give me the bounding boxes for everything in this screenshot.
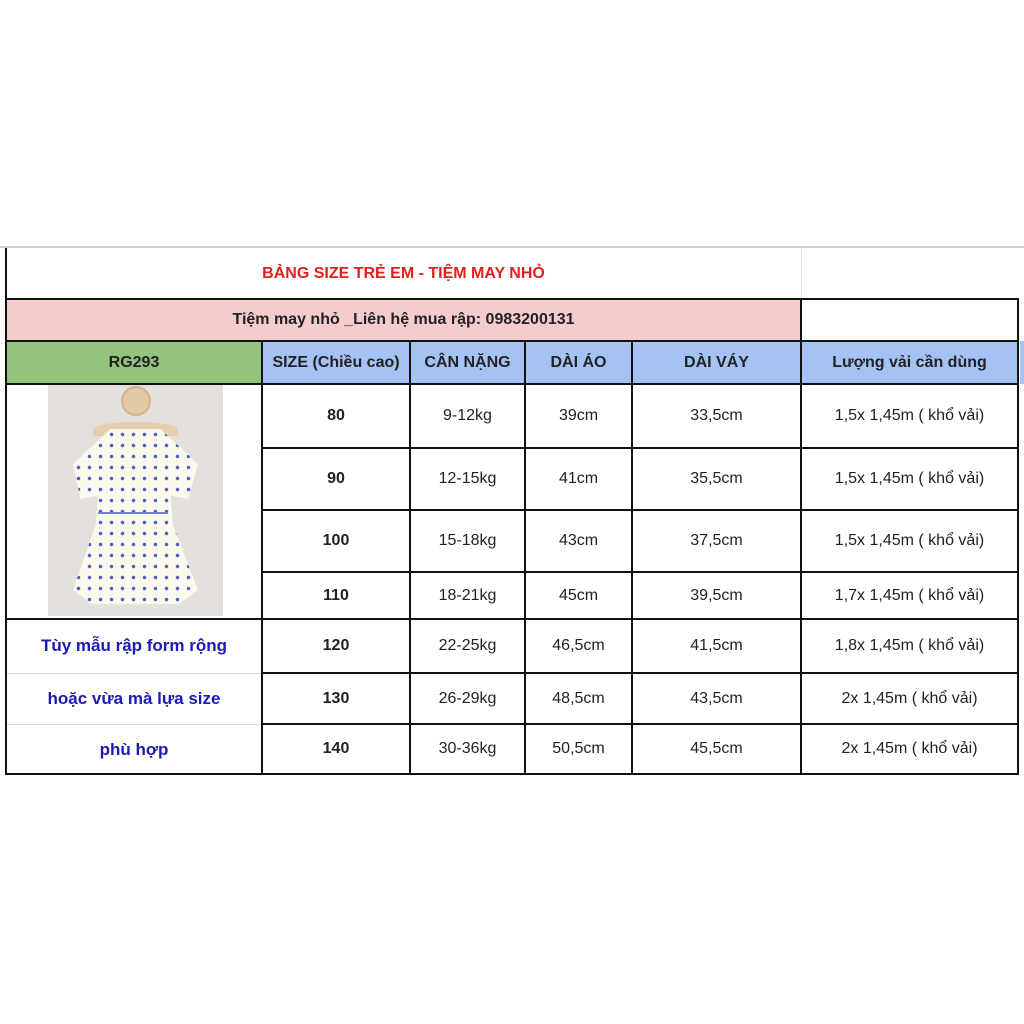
header-fabric: Lượng vải cần dùng xyxy=(801,341,1018,384)
cell-weight: 22-25kg xyxy=(438,637,497,654)
grid-line xyxy=(409,341,411,775)
grid-line xyxy=(6,298,1019,300)
header-skirt-length: DÀI VÁY xyxy=(632,341,801,384)
header-weight: CÂN NẶNG xyxy=(410,341,525,384)
grid-line xyxy=(6,383,1019,385)
cell-fabric: 1,5x 1,45m ( khổ vải) xyxy=(834,532,985,549)
polka-dot-dress xyxy=(73,429,198,604)
grid-line xyxy=(262,723,1019,725)
cell-skirt-length: 45,5cm xyxy=(690,740,743,757)
cell-fabric: 1,5x 1,45m ( khổ vải) xyxy=(834,407,985,424)
note-line-3: phù hợp xyxy=(6,724,262,774)
grid-line xyxy=(262,571,1019,573)
cell-weight: 18-21kg xyxy=(438,586,497,604)
contact-banner: Tiệm may nhỏ _Liên hệ mua rập: 0983200131 xyxy=(6,299,801,341)
cell-top-length: 50,5cm xyxy=(552,740,605,757)
grid-line xyxy=(6,340,1019,342)
grid-line xyxy=(262,672,1019,674)
header-extra xyxy=(1020,341,1024,384)
cell-size: 130 xyxy=(322,689,350,707)
grid-line xyxy=(5,248,7,775)
cell-skirt-length: 43,5cm xyxy=(690,689,743,707)
cell-weight: 12-15kg xyxy=(438,470,497,487)
cell-size: 110 xyxy=(323,586,349,604)
cell-size: 140 xyxy=(322,740,350,757)
header-size: SIZE (Chiều cao) xyxy=(262,341,410,384)
grid-line xyxy=(261,341,263,775)
dress-photo xyxy=(48,384,223,616)
hanger-button xyxy=(121,386,151,416)
cell-top-length: 39cm xyxy=(558,407,599,424)
cell-fabric: 1,5x 1,45m ( khổ vải) xyxy=(834,470,985,487)
cell-skirt-length: 41,5cm xyxy=(690,637,743,654)
grid-line xyxy=(1017,299,1019,775)
cell-top-length: 48,5cm xyxy=(552,689,605,707)
header-top-length: DÀI ÁO xyxy=(525,341,632,384)
cell-size: 90 xyxy=(327,470,345,487)
cell-skirt-length: 35,5cm xyxy=(690,470,743,487)
cell-weight: 30-36kg xyxy=(438,740,497,757)
title-right-cell xyxy=(801,248,1018,299)
header-code: RG293 xyxy=(6,341,262,384)
dress-waistband xyxy=(98,512,168,514)
cell-size: 120 xyxy=(322,637,350,654)
cell-fabric: 1,8x 1,45m ( khổ vải) xyxy=(834,637,985,654)
cell-weight: 26-29kg xyxy=(438,689,497,707)
note-line-2: hoặc vừa mà lựa size xyxy=(6,673,262,724)
cell-top-length: 43cm xyxy=(558,532,599,549)
grid-line xyxy=(800,299,802,775)
cell-top-length: 41cm xyxy=(558,470,599,487)
cell-weight: 9-12kg xyxy=(443,407,492,424)
grid-line xyxy=(262,447,1019,449)
grid-line xyxy=(631,341,633,775)
cell-fabric: 2x 1,45m ( khổ vải) xyxy=(841,740,978,757)
cell-skirt-length: 33,5cm xyxy=(690,407,743,424)
cell-fabric: 2x 1,45m ( khổ vải) xyxy=(841,689,978,707)
table-title: BẢNG SIZE TRẺ EM - TIỆM MAY NHỎ xyxy=(262,264,545,282)
cell-weight: 15-18kg xyxy=(438,532,497,549)
cell-size: 100 xyxy=(322,532,350,549)
grid-line xyxy=(524,341,526,775)
note-line-1: Tùy mẫu rập form rộng xyxy=(40,636,228,655)
cell-fabric: 1,7x 1,45m ( khổ vải) xyxy=(834,586,985,604)
cell-skirt-length: 39,5cm xyxy=(690,586,743,604)
cell-skirt-length: 37,5cm xyxy=(690,532,743,549)
grid-line xyxy=(6,618,1019,620)
grid-line xyxy=(262,509,1019,511)
cell-top-length: 45cm xyxy=(558,586,599,604)
cell-top-length: 46,5cm xyxy=(552,637,605,654)
grid-line xyxy=(6,773,1019,775)
cell-size: 80 xyxy=(327,407,345,424)
